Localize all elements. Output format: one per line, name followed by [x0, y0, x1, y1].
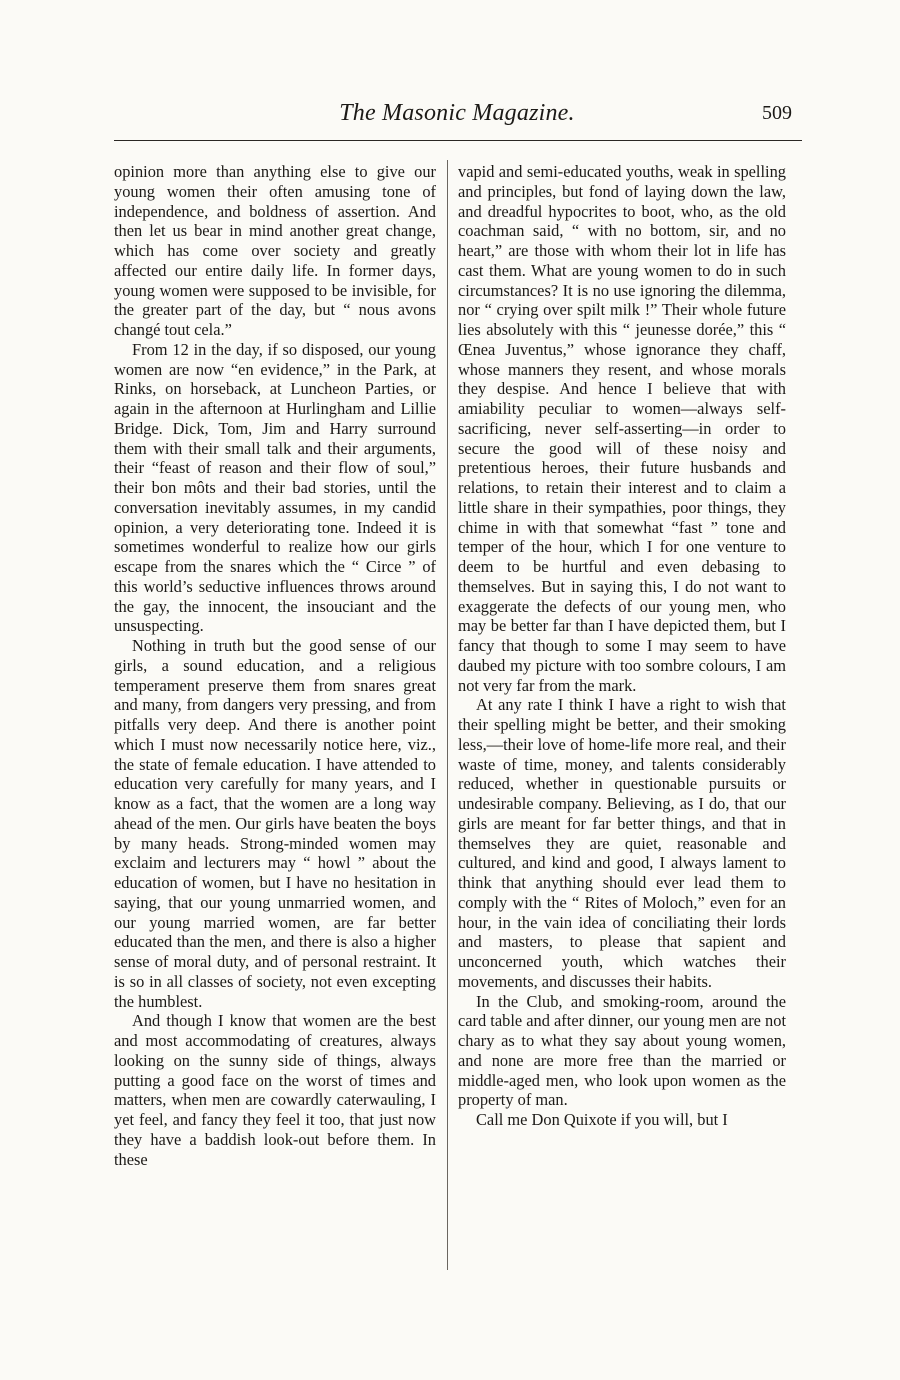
paragraph: From 12 in the day, if so disposed, our young women are now “en evidence,” in the Park, at Rinks, on horseback, at Luncheon Parties, or again in the afternoon at Hurlingham and Lillie Bridge. Dick, Tom, Jim and Harry surround them with their small talk and their arguments, their “feast of reason and their flow of soul,” their bon môts and their bad stories, until the conversation inevitably assumes, in my candid opinion, a very deteriorating tone. Indeed it is sometimes wonderful to realize how our girls escape from the snares which the “ Circe ” of this world’s seductive influences throws around the gay, the innocent, the insouciant and the unsuspecting. [114, 339, 436, 636]
column-divider [447, 160, 448, 1270]
page-header [112, 98, 802, 138]
paragraph: opinion more than anything else to give our young women their often amusing tone of independence, and boldness of assertion. And then let us bear in mind another great change, which has come over society and greatly affected our entire daily life. In former days, young women were supposed to be invisible, for the greater part of the day, but “ nous avons changé tout cela.” [114, 162, 436, 339]
paragraph: In the Club, and smoking-room, around the card table and after dinner, our young men are not chary as to what they say about young women, and none are more free than the married or middle-aged men, who look upon women as the property of man. [458, 991, 786, 1110]
paragraph: At any rate I think I have a right to wish that their spelling might be better, and their smoking less,—their love of home-life more real, and their waste of time, money, and talents considerably reduced, whether in questionable pursuits or undesirable company. Believing, as I do, that our girls are meant for far better things, and that in themselves they are quiet, reasonable and cultured, and kind and good, I always lament to think that anything should ever lead them to comply with the “ Rites of Moloch,” even for an hour, in the vain idea of conciliating their lords and masters, to please that sapient and unconcerned youth, which watches their movements, and discusses their habits. [458, 695, 786, 991]
header-rule [114, 140, 802, 141]
paragraph: Nothing in truth but the good sense of our girls, a sound education, and a religious temperament preserve them from snares great and many, from dangers very pressing, and from pitfalls very deep. And there is another point which I must now necessarily notice here, viz., the state of female education. I have attended to education very carefully for many years, and I know as a fact, that the women are a long way ahead of the men. Our girls have beaten the boys by many heads. Strong-minded women may exclaim and lecturers may “ howl ” about the education of women, but I have no hesitation in saying, that our young unmarried women, and our young married women, are far better educated than the men, and there is also a higher sense of moral duty, and of personal restraint. It is so in all classes of society, not even excepting the humblest. [114, 636, 436, 1011]
paragraph: Call me Don Quixote if you will, but I [476, 1110, 728, 1129]
right-column [458, 162, 786, 1130]
page-number: 509 [762, 102, 792, 124]
paragraph: And though I know that women are the best and most accommodating of creatures, always looking on the sunny side of things, always putting a good face on the worst of times and matters, when men are cowardly caterwauling, I yet feel, and fancy they feel it too, that just now they have a baddish look-out before them. In these [114, 1011, 436, 1169]
magazine-title: The Masonic Magazine. [339, 100, 575, 126]
paragraph: vapid and semi-educated youths, weak in spelling and principles, but fond of laying down the law, and dreadful hypocrites to boot, who, as the old coachman said, “ with no bottom, sir, and no heart,” are those with whom their lot in life has cast them. What are young women to do in such circumstances? It is no use ignoring the dilemma, nor “ crying over spilt milk !” Their whole future lies absolutely with this “ jeunesse dorée,” this “ Œnea Juventus,” whose ignorance they chaff, whose manners they resent, and whose morals they despise. And hence I believe that with amiability peculiar to women—always self-sacrificing, never self-asserting—in order to secure the good will of these noisy and pretentious heroes, their future husbands and relations, to retain their interest and to claim a little share in their sympathies, poor things, they chime in with that somewhat “fast ” tone and temper of the hour, which I for one venture to deem to be hurtful and even debasing to themselves. But in saying this, I do not want to exaggerate the defects of our young men, who may be better far than I have depicted them, but I fancy that though to some I may seem to have daubed my picture with too sombre colours, I am not very far from the mark. [458, 162, 786, 695]
left-column [114, 162, 436, 1169]
